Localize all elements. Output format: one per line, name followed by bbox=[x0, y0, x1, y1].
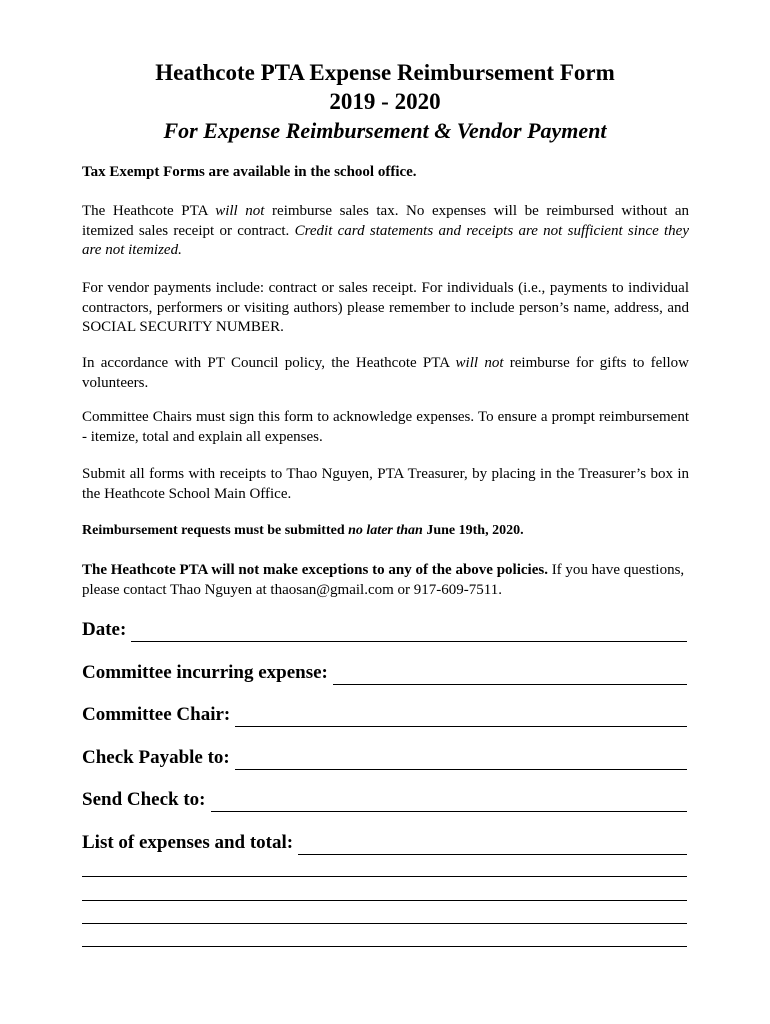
committee-chair-line[interactable] bbox=[235, 706, 687, 727]
send-check-line[interactable] bbox=[211, 791, 687, 812]
date-field[interactable] bbox=[82, 618, 687, 642]
form-year: 2019 - 2020 bbox=[329, 89, 441, 114]
gifts-will-not: will not bbox=[455, 355, 504, 371]
deadline-no-later: no later than bbox=[348, 523, 423, 538]
sales-tax-will-not: will not bbox=[215, 203, 265, 219]
committee-label: Committee incurring expense: bbox=[82, 662, 328, 683]
contact-info: If you have questions, please contact Thao Nguyen at thaosan@gmail.com or 917-609-7511. bbox=[82, 562, 685, 598]
date-label: Date: bbox=[82, 619, 127, 640]
submit-paragraph: Submit all forms with receipts to Thao Nguyen, PTA Treasurer, by placing in the Treasurer’s box in the Heathcote School Main Office. bbox=[82, 466, 689, 502]
send-check-field[interactable] bbox=[82, 788, 687, 812]
expenses-label: List of expenses and total: bbox=[82, 832, 294, 853]
committee-chairs-paragraph: Committee Chairs must sign this form to acknowledge expenses. To ensure a prompt reimbursement - itemize, total and explain all expenses. bbox=[82, 409, 689, 445]
expenses-blank-line-1[interactable] bbox=[82, 876, 687, 877]
deadline-notice: Reimbursement requests must be submitted no later than June 19th, 2020. bbox=[82, 523, 524, 538]
form-subtitle: For Expense Reimbursement & Vendor Payment bbox=[163, 118, 607, 143]
expenses-field[interactable] bbox=[82, 831, 687, 855]
vendor-payments-paragraph: For vendor payments include: contract or sales receipt. For individuals (i.e., payments to individual contractors, performers or visiting authors) please remember to include person’s name, address, and SOCIAL SECURITY NUMBER. bbox=[82, 280, 689, 335]
committee-field[interactable] bbox=[82, 661, 687, 685]
expenses-blank-line-4[interactable] bbox=[82, 946, 687, 947]
expenses-line[interactable] bbox=[298, 834, 687, 855]
check-payable-field[interactable] bbox=[82, 746, 687, 770]
committee-line[interactable] bbox=[333, 664, 687, 685]
send-check-label: Send Check to: bbox=[82, 789, 206, 810]
date-line[interactable] bbox=[131, 621, 687, 642]
check-payable-label: Check Payable to: bbox=[82, 747, 230, 768]
credit-card-note: Credit card statements and receipts are not sufficient since they are not itemized. bbox=[82, 222, 689, 258]
expenses-blank-line-3[interactable] bbox=[82, 923, 687, 924]
sales-tax-paragraph: The Heathcote PTA will not reimburse sales tax. No expenses will be reimbursed without an itemized sales receipt or contract. Credit card statements and receipts are not sufficient since they are not itemized. bbox=[82, 203, 689, 258]
check-payable-line[interactable] bbox=[235, 749, 687, 770]
exceptions-policy: The Heathcote PTA will not make exceptions to any of the above policies. bbox=[82, 562, 548, 578]
exceptions-paragraph bbox=[82, 561, 689, 600]
tax-exempt-notice: Tax Exempt Forms are available in the school office. bbox=[82, 164, 417, 180]
expenses-blank-line-2[interactable] bbox=[82, 900, 687, 901]
gifts-paragraph: In accordance with PT Council policy, the Heathcote PTA will not reimburse for gifts to fellow volunteers. bbox=[82, 355, 689, 391]
committee-chair-label: Committee Chair: bbox=[82, 704, 231, 725]
form-title: Heathcote PTA Expense Reimbursement Form bbox=[155, 60, 615, 85]
committee-chair-field[interactable] bbox=[82, 703, 687, 727]
